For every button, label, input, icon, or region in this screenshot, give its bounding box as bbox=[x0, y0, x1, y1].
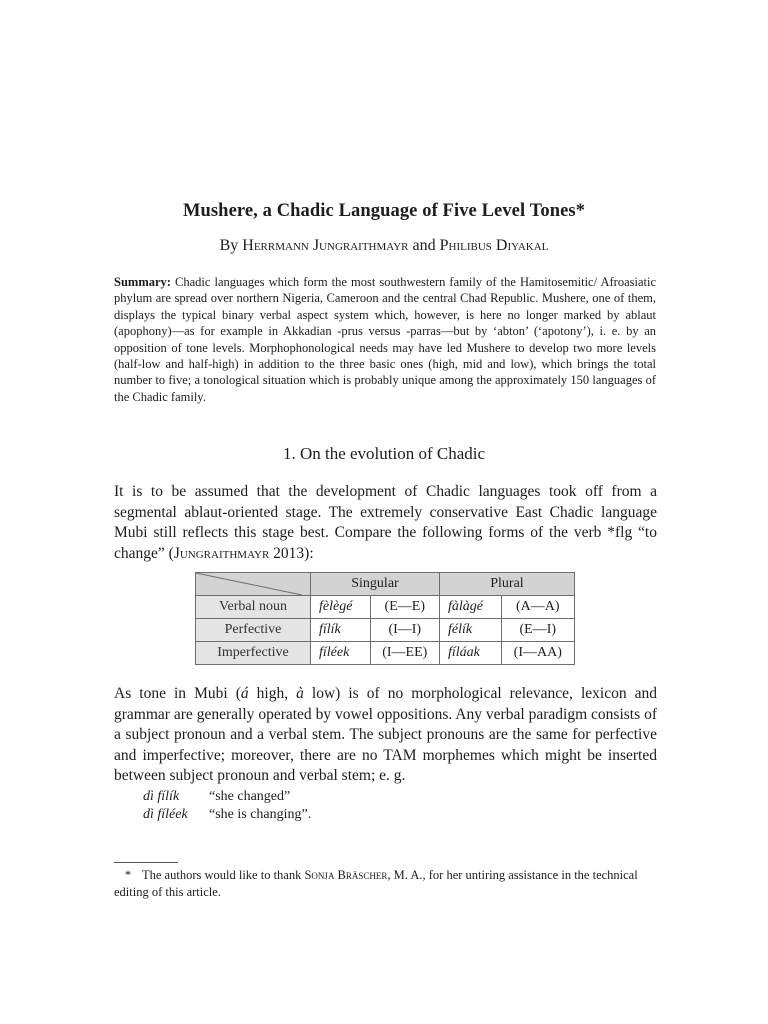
example-form: dì fílík bbox=[143, 789, 180, 804]
table-header-row bbox=[196, 573, 575, 596]
paragraph-text: 2013): bbox=[269, 544, 314, 562]
row-label: Verbal noun bbox=[196, 596, 311, 619]
byline-conjunction: and bbox=[412, 237, 436, 254]
table-cell: fèlègé bbox=[311, 596, 371, 619]
author-name: Herrmann Jungraithmayr bbox=[242, 237, 409, 254]
section-heading: 1. On the evolution of Chadic bbox=[282, 444, 486, 463]
table-cell: (I—EE) bbox=[370, 642, 439, 665]
table-cell: félík bbox=[439, 619, 501, 642]
diagonal-line bbox=[196, 573, 302, 595]
example-form: á bbox=[240, 685, 249, 702]
author-name: Philibus Diyakal bbox=[439, 237, 549, 254]
article-summary bbox=[114, 274, 656, 405]
row-label: Imperfective bbox=[196, 642, 311, 665]
footnote-text: , M. A., for her untiring assistance in the technical editing of this article. bbox=[114, 868, 638, 899]
summary-label: Summary: bbox=[114, 275, 171, 289]
footnote-name: Sonja Bräscher bbox=[304, 868, 388, 882]
column-header: Singular bbox=[311, 573, 440, 596]
paragraph-text: low) is of no morphological relevance, lexicon and grammar are generally operated by vowel oppositions. Any verbal paradigm consists of a subject pronoun and a verbal stem. The subject pronouns are the same for perfective and imperfective; moreover, there are no TAM morphemes which might be inserted between subject pronoun and verbal stem; e. g. bbox=[114, 685, 657, 785]
table-cell: (E—E) bbox=[370, 596, 439, 619]
table-cell: fíláak bbox=[439, 642, 501, 665]
footnote bbox=[114, 867, 657, 901]
footnote-text: The authors would like to thank bbox=[142, 868, 305, 882]
body-paragraph bbox=[114, 482, 657, 564]
footnote-mark: * bbox=[124, 868, 132, 882]
summary-text: Chadic languages which form the most southwestern family of the Hamitosemitic/ Afroasiatic phylum are spread over northern Nigeria, Cameroon and the central Chad Republic. Mushere, one of them, displays the typical binary verbal aspect system which, however, is here no longer marked by ablaut (apophony)—as for example in Akkadian -prus versus -parras—but by ‘abton’ (‘apotony’), i. e. by an opposition of tone levels. Morphophonological needs may have led Mushere to develop two more levels (half-low and half-high) in addition to the three basic ones (high, mid and low), which brings the total number to five; a tonological situation which is probably unique among the approximately 150 languages of the Chadic family. bbox=[114, 275, 657, 404]
byline-prefix: By bbox=[219, 237, 239, 254]
table-cell: (I—AA) bbox=[501, 642, 574, 665]
table-row bbox=[196, 596, 575, 619]
table-cell: fàlàgé bbox=[439, 596, 501, 619]
paragraph-text: high, bbox=[248, 685, 297, 702]
footnote-divider bbox=[114, 862, 178, 863]
paragraph-text: It is to be assumed that the development of Chadic languages took off from a segmental ablaut-oriented stage. The extremely conservative East Chadic language Mubi still reflects this stage best. Compare the following forms of the verb *flg “to change” ( bbox=[114, 483, 657, 562]
table-cell: (A—A) bbox=[501, 596, 574, 619]
table-cell: fíléek bbox=[311, 642, 371, 665]
article-title: Mushere, a Chadic Language of Five Level Tones* bbox=[182, 201, 586, 221]
example-item bbox=[143, 788, 311, 806]
table-row bbox=[196, 619, 575, 642]
table-cell: fílík bbox=[311, 619, 371, 642]
citation-author: Jungraithmayr bbox=[173, 544, 270, 562]
article-byline bbox=[0, 237, 768, 255]
paragraph-text: As tone in Mubi ( bbox=[114, 685, 241, 702]
example-item bbox=[143, 806, 311, 824]
body-paragraph bbox=[114, 684, 657, 787]
verb-forms-table bbox=[195, 572, 575, 665]
table-cell: (I—I) bbox=[370, 619, 439, 642]
row-label: Perfective bbox=[196, 619, 311, 642]
table-corner-cell bbox=[196, 573, 311, 596]
table-row bbox=[196, 642, 575, 665]
example-form: à bbox=[296, 685, 304, 702]
example-gloss: “she changed” bbox=[209, 789, 291, 804]
example-form: dì fíléek bbox=[143, 807, 188, 822]
column-header: Plural bbox=[439, 573, 574, 596]
example-gloss: “she is changing”. bbox=[209, 807, 312, 822]
example-list bbox=[143, 788, 311, 824]
table-cell: (E—I) bbox=[501, 619, 574, 642]
